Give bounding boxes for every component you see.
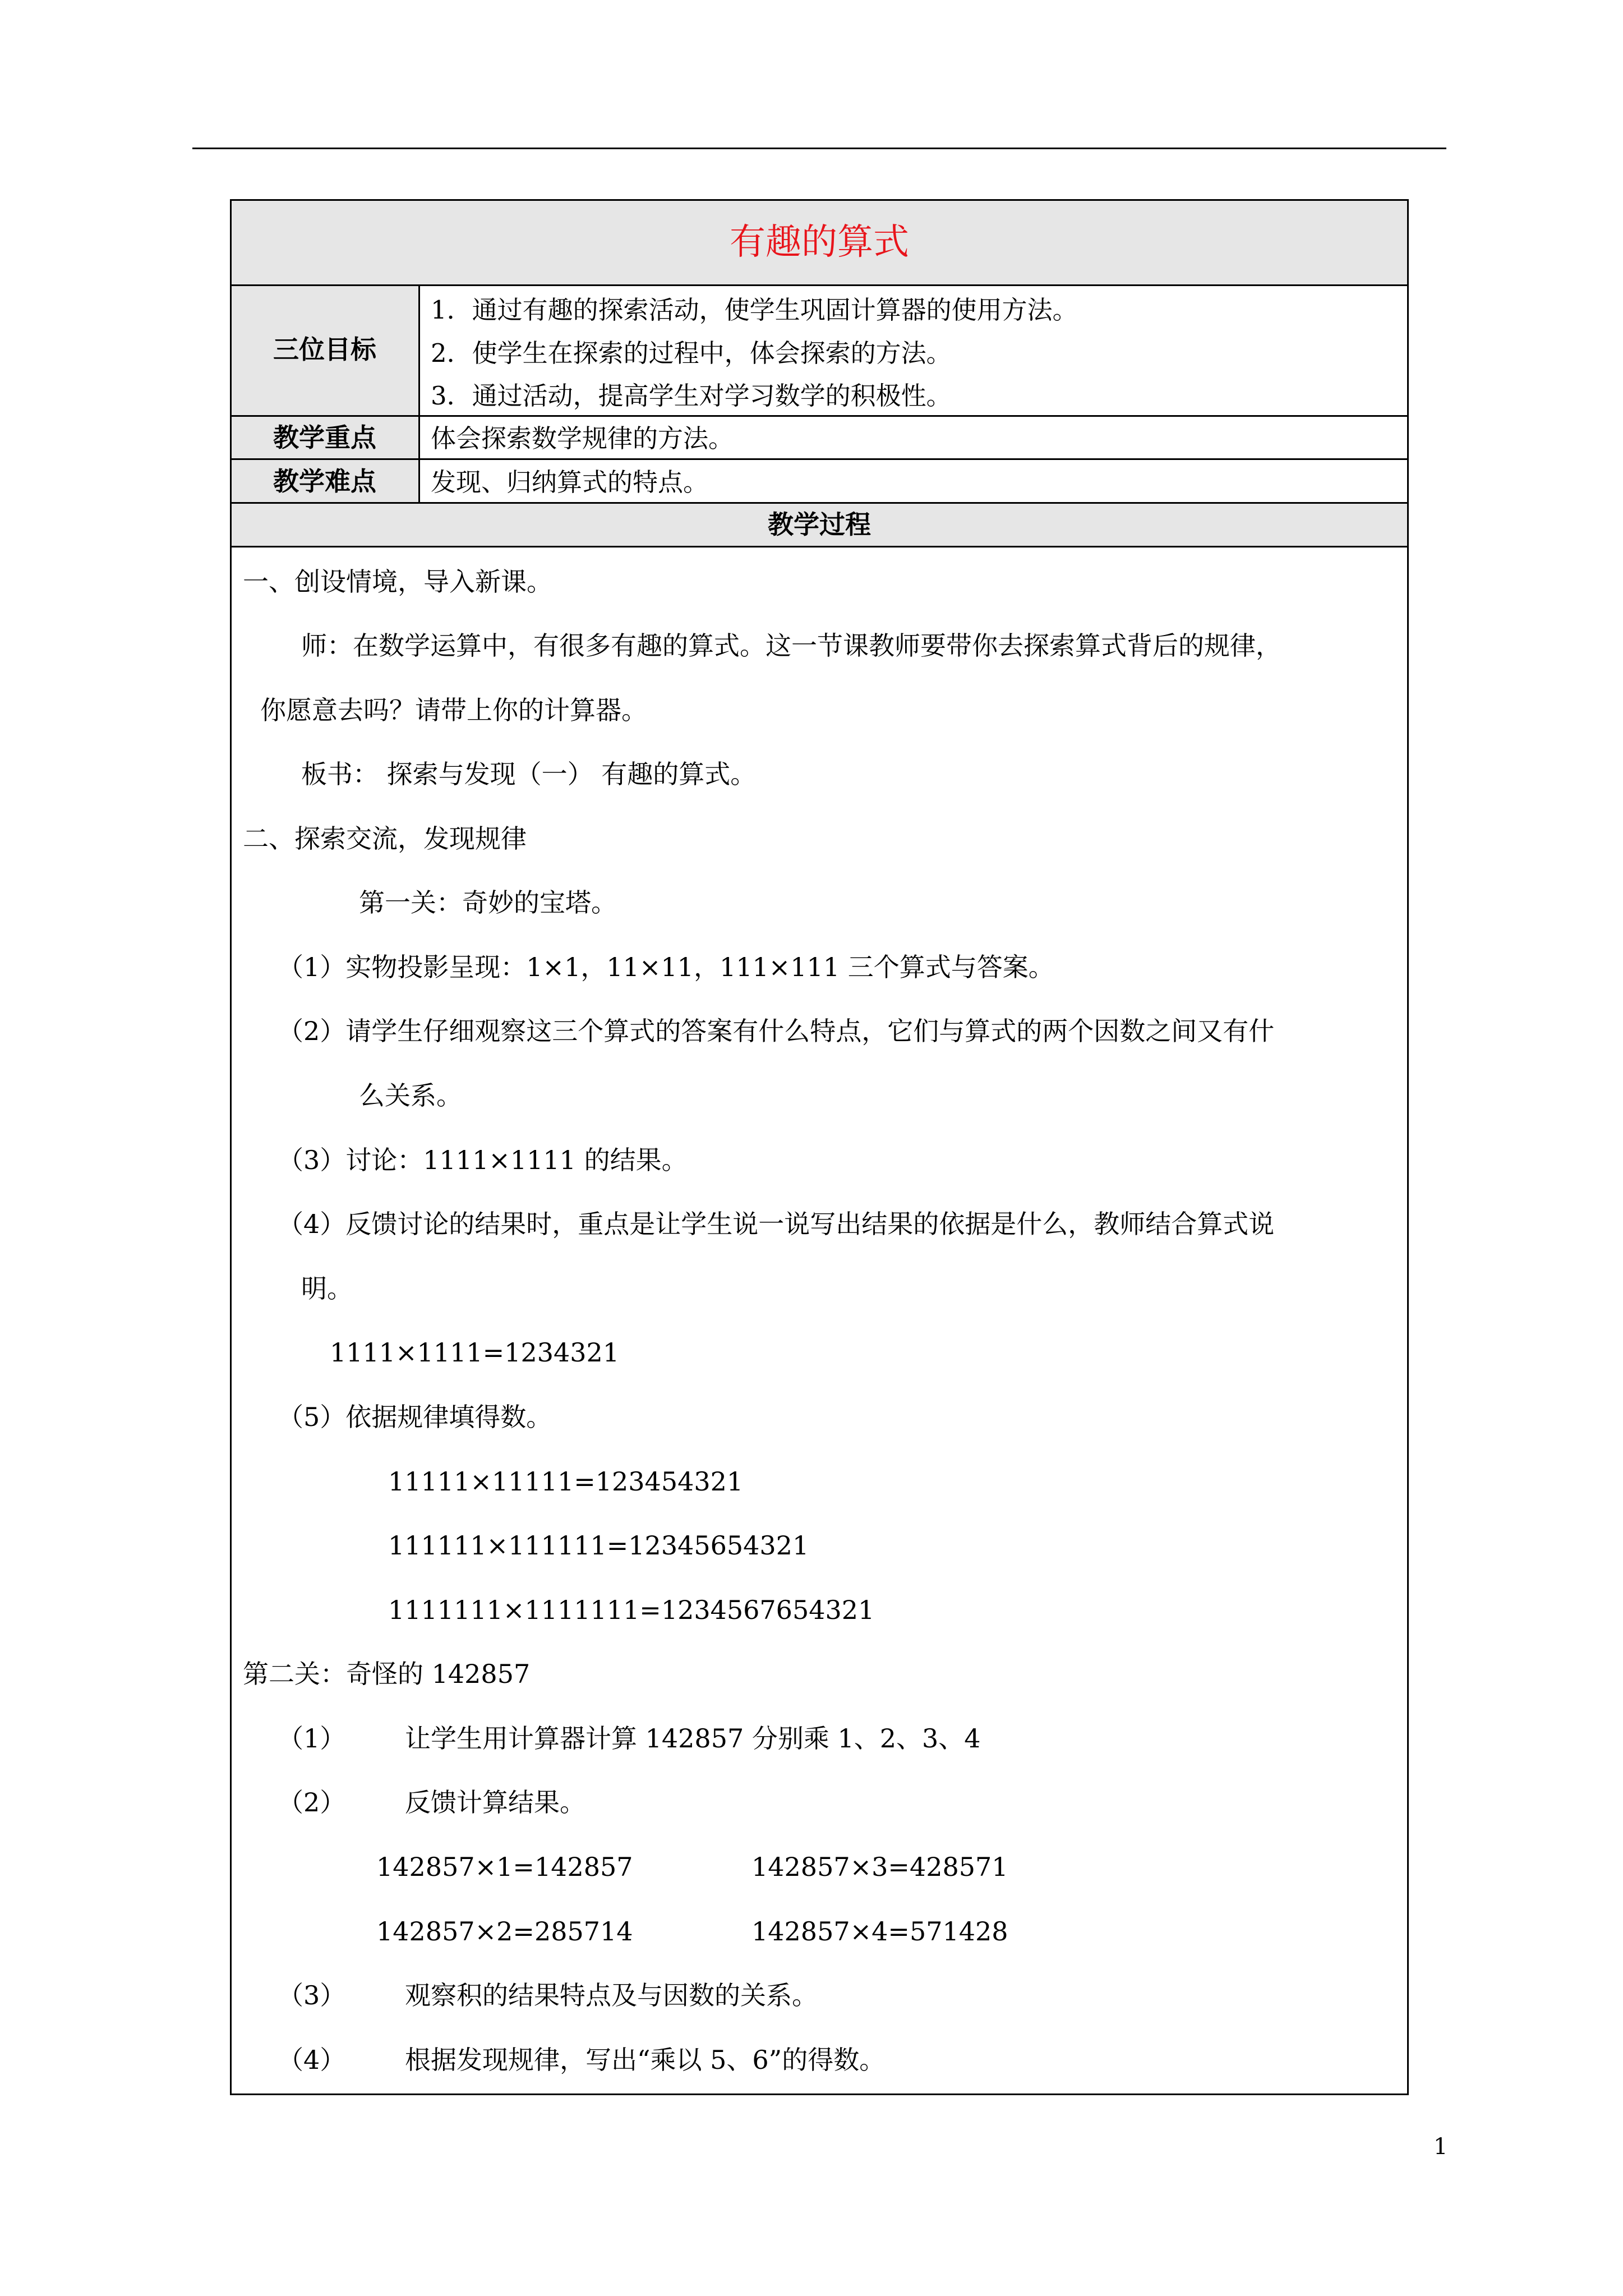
header-rule <box>192 148 1446 149</box>
list-item: （1）实物投影呈现：1×1，11×11，111×111 三个算式与答案。 <box>278 952 1054 982</box>
section-heading: 一、创设情境，导入新课。 <box>243 567 552 597</box>
row-divider <box>230 284 1409 286</box>
list-item: （2）请学生仔细观察这三个算式的答案有什么特点，它们与算式的两个因数之间又有什 <box>278 1016 1275 1046</box>
list-number: （4） <box>278 2045 346 2075</box>
key-text: 体会探索数学规律的方法。 <box>431 424 734 453</box>
equation: 142857×1=142857 <box>376 1852 633 1882</box>
list-item-cont: 明。 <box>301 1273 353 1304</box>
list-number: （2） <box>278 1787 346 1818</box>
equation: 111111×111111=12345654321 <box>388 1530 809 1561</box>
page-number: 1 <box>1433 2134 1448 2160</box>
list-item: 观察积的结果特点及与因数的关系。 <box>405 1980 818 2010</box>
equation: 142857×4=571428 <box>751 1916 1008 1947</box>
board-note: 板书： 探索与发现（一） 有趣的算式。 <box>301 759 757 789</box>
goal-item: 2．使学生在探索的过程中，体会探索的方法。 <box>431 338 952 368</box>
process-label: 教学过程 <box>768 509 871 540</box>
list-item: 让学生用计算器计算 142857 分别乘 1、2、3、4 <box>405 1723 981 1754</box>
equation: 1111111×1111111=1234567654321 <box>388 1595 875 1625</box>
list-number: （1） <box>278 1723 346 1754</box>
goals-label: 三位目标 <box>273 334 376 365</box>
goal-item: 3．通过活动，提高学生对学习数学的积极性。 <box>431 381 952 411</box>
row-divider <box>230 458 1409 460</box>
list-item: （3）讨论：1111×1111 的结果。 <box>278 1145 688 1175</box>
equation: 142857×3=428571 <box>751 1852 1008 1882</box>
equation: 11111×11111=123454321 <box>388 1466 744 1497</box>
equation: 142857×2=285714 <box>376 1916 633 1947</box>
row-divider <box>230 546 1409 547</box>
paragraph: 你愿意去吗？请带上你的计算器。 <box>260 695 647 725</box>
paragraph: 师：在数学运算中，有很多有趣的算式。这一节课教师要带你去探索算式背后的规律， <box>301 631 1281 661</box>
list-item: （5）依据规律填得数。 <box>278 1402 552 1432</box>
row-divider <box>230 415 1409 417</box>
level-title: 第二关：奇怪的 142857 <box>243 1659 531 1689</box>
section-heading: 二、探索交流，发现规律 <box>243 823 527 854</box>
level-title: 第一关：奇妙的宝塔。 <box>359 887 617 918</box>
list-item-cont: 么关系。 <box>359 1080 462 1111</box>
key-label: 教学重点 <box>273 422 376 453</box>
list-item: 反馈计算结果。 <box>405 1787 585 1818</box>
column-divider <box>418 284 420 504</box>
difficulty-label: 教学难点 <box>273 466 376 496</box>
list-number: （3） <box>278 1980 346 2010</box>
equation: 1111×1111=1234321 <box>330 1337 620 1368</box>
difficulty-text: 发现、归纳算式的特点。 <box>431 467 709 497</box>
goal-item: 1．通过有趣的探索活动，使学生巩固计算器的使用方法。 <box>431 295 1078 325</box>
row-divider <box>230 502 1409 504</box>
list-item: （4）反馈讨论的结果时，重点是让学生说一说写出结果的依据是什么，教师结合算式说 <box>278 1209 1275 1239</box>
list-item: 根据发现规律，写出“乘以 5、6”的得数。 <box>405 2045 886 2075</box>
lesson-title: 有趣的算式 <box>730 222 909 263</box>
